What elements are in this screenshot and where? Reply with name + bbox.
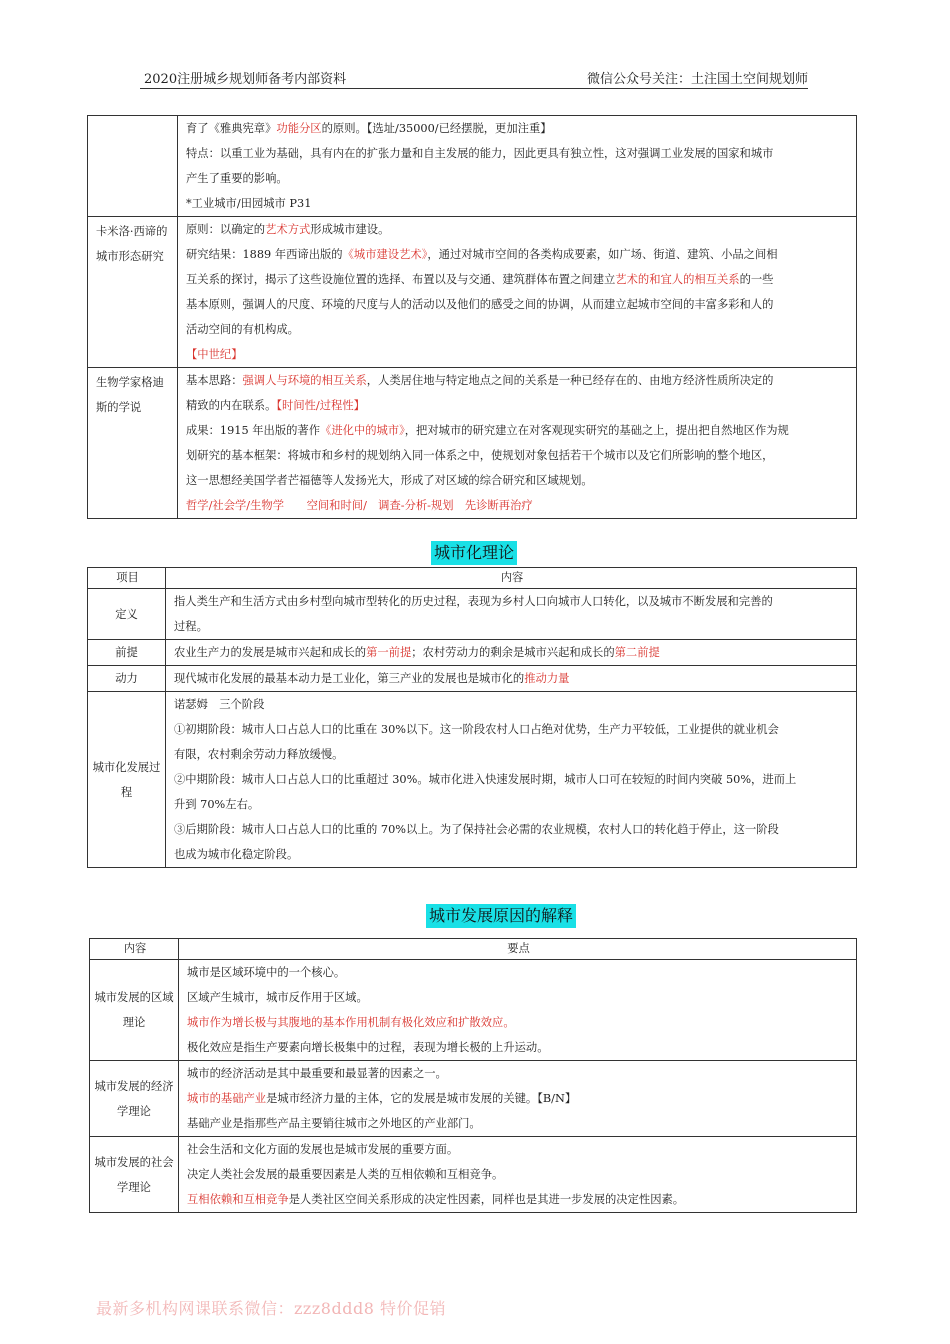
content-line <box>187 1035 850 1060</box>
table-row <box>90 1137 857 1213</box>
highlight-text: 【中世纪】 <box>186 348 243 361</box>
highlight-text: 艺术的和宜人的相互关系 <box>615 273 740 286</box>
table-row <box>90 960 857 1061</box>
content-line <box>186 242 850 267</box>
content-line <box>187 1010 850 1035</box>
content-line <box>174 717 850 742</box>
line-text: ①初期阶段：城市人口占总人口的比重在 30%以下。这一阶段农村人口占绝对优势，生产力平较低，工业提供的就业机会 <box>174 723 779 736</box>
content-line <box>174 692 850 717</box>
content-line <box>186 443 850 468</box>
line-text: 精致的内在联系。 <box>186 399 277 412</box>
content-line <box>186 317 850 342</box>
line-text: 有限，农村剩余劳动力释放缓慢。 <box>174 748 344 761</box>
line-text: 是人类社区空间关系形成的决定性因素，同样也是其进一步发展的决定性因素。 <box>288 1193 685 1206</box>
highlight-text: 第一前提 <box>366 646 412 659</box>
content-line <box>186 166 850 191</box>
highlight-text: 推动力量 <box>524 672 570 685</box>
line-text: 的原则。【选址/35000/已经摆脱，更加注重】 <box>321 122 552 135</box>
line-text: 形成城市建设。 <box>310 223 390 236</box>
line-text: 现代城市化发展的最基本动力是工业化，第三产业的发展也是城市化的 <box>174 672 525 685</box>
highlight-text: 第二前提 <box>614 646 660 659</box>
line-text: 育了《雅典宪章》 <box>186 122 277 135</box>
content-line <box>187 1111 850 1136</box>
line-text: ，把对城市的研究建立在对客观现实研究的基础之上，提出把自然地区作为规 <box>404 424 789 437</box>
row-content <box>178 368 857 519</box>
line-text: 社会生活和文化方面的发展也是城市发展的重要方面。 <box>187 1143 459 1156</box>
content-line <box>186 493 850 518</box>
table-row <box>88 368 857 519</box>
highlight-text: 城市作为增长极与其腹地的基本作用机制有极化效应和扩散效应。 <box>187 1016 515 1029</box>
row-label: 前提 <box>88 640 166 666</box>
content-line <box>187 960 850 985</box>
table-row <box>88 640 857 666</box>
content-line <box>174 614 850 639</box>
line-text: 升到 70%左右。 <box>174 798 260 811</box>
theory-table <box>87 115 857 519</box>
content-line <box>186 292 850 317</box>
line-text: ；农村劳动力的剩余是城市兴起和成长的 <box>411 646 615 659</box>
line-text: 过程。 <box>174 620 208 633</box>
line-text: 这一思想经美国学者芒福德等人发扬光大，形成了对区域的综合研究和区域规划。 <box>186 474 593 487</box>
header-title: 2020注册城乡规划师备考内部资料 <box>144 72 347 87</box>
row-content <box>166 666 857 692</box>
row-content <box>179 1137 857 1213</box>
content-line <box>186 116 850 141</box>
content-line <box>174 767 850 792</box>
content-line <box>174 640 850 665</box>
content-line <box>186 468 850 493</box>
highlight-text: 《进化中的城市》 <box>320 424 405 437</box>
content-line <box>186 393 850 418</box>
content-line <box>186 368 850 393</box>
line-text: 产生了重要的影响。 <box>186 172 288 185</box>
highlight-text: 艺术方式 <box>265 223 311 236</box>
row-label: 生物学家格迪斯的学说 <box>88 368 178 519</box>
line-text: 成果：1915 年出版的著作 <box>186 424 321 437</box>
content-line <box>187 1162 850 1187</box>
row-label: 动力 <box>88 666 166 692</box>
content-line <box>186 217 850 242</box>
line-text: ②中期阶段：城市人口占总人口的比重超过 30%。城市化进入快速发展时期，城市人口可在较短的时间内突破 50%，进而上 <box>174 773 797 786</box>
table-row <box>88 217 857 368</box>
content-line <box>174 589 850 614</box>
line-text: 诺瑟姆 三个阶段 <box>174 698 265 711</box>
line-text: *工业城市/田园城市 P31 <box>186 197 312 210</box>
line-text: 指人类生产和生活方式由乡村型向城市型转化的历史过程，表现为乡村人口向城市人口转化，以及城市不断发展和完善的 <box>174 595 773 608</box>
content-line <box>187 985 850 1010</box>
content-line <box>187 1187 850 1212</box>
line-text: 农业生产力的发展是城市兴起和成长的 <box>174 646 367 659</box>
line-text: ，人类居住地与特定地点之间的关系是一种已经存在的、由地方经济性质所决定的 <box>366 374 774 387</box>
row-content <box>178 116 857 217</box>
line-text: 活动空间的有机构成。 <box>186 323 299 336</box>
content-line <box>186 191 850 216</box>
table-row <box>88 589 857 640</box>
line-text: 城市的经济活动是其中最重要和最显著的因素之一。 <box>187 1067 447 1080</box>
content-line <box>174 792 850 817</box>
development-table <box>89 938 857 1213</box>
col-item-header: 项目 <box>88 568 166 589</box>
line-text: 区域产生城市，城市反作用于区域。 <box>187 991 368 1004</box>
content-line <box>174 842 850 867</box>
line-text: 互关系的探讨，揭示了这些设施位置的选择、布置以及与交通、建筑群体布置之间建立 <box>186 273 616 286</box>
line-text: 决定人类社会发展的最重要因素是人类的互相依赖和互相竞争。 <box>187 1168 504 1181</box>
line-text: 城市是区域环境中的一个核心。 <box>187 966 346 979</box>
row-label: 城市发展的经济学理论 <box>90 1061 179 1137</box>
highlight-text: 【时间性/过程性】 <box>276 399 365 412</box>
urbanization-table <box>87 567 857 868</box>
highlight-text: 功能分区 <box>276 122 322 135</box>
table-row <box>88 692 857 868</box>
row-content <box>166 589 857 640</box>
highlight-text: 互相依赖和互相竞争 <box>187 1193 289 1206</box>
row-content <box>166 640 857 666</box>
highlight-text: 哲学/社会学/生物学 空间和时间/ 调查-分析-规划 先诊断再治疗 <box>186 499 533 512</box>
urbanization-title: 城市化理论 <box>431 541 517 565</box>
col-points-header: 要点 <box>179 939 857 960</box>
row-label: 城市发展的区域理论 <box>90 960 179 1061</box>
row-label: 卡米洛·西谛的城市形态研究 <box>88 217 178 368</box>
content-line <box>186 267 850 292</box>
table-row <box>88 116 857 217</box>
page-header <box>140 66 808 89</box>
row-label: 城市发展的社会学理论 <box>90 1137 179 1213</box>
line-text: 原则：以确定的 <box>186 223 266 236</box>
content-line <box>186 141 850 166</box>
content-line <box>187 1086 850 1111</box>
table-row <box>90 1061 857 1137</box>
row-content <box>179 1061 857 1137</box>
content-line <box>186 342 850 367</box>
highlight-text: 《城市建设艺术》 <box>342 248 428 261</box>
line-text: 基本原则，强调人的尺度、环境的尺度与人的活动以及他们的感受之间的协调，从而建立起城市空间的丰富多彩和人的 <box>186 298 774 311</box>
footer-watermark: 最新多机构网课联系微信：zzz8ddd8 特价促销 <box>96 1299 446 1318</box>
row-label <box>88 116 178 217</box>
line-text: 是城市经济力量的主体，它的发展是城市发展的关键。【B/N】 <box>266 1092 577 1105</box>
highlight-text: 城市的基础产业 <box>187 1092 267 1105</box>
line-text: 也成为城市化稳定阶段。 <box>174 848 299 861</box>
table-row <box>88 666 857 692</box>
header-wechat: 微信公众号关注：土注国土空间规划师 <box>586 72 808 87</box>
development-title: 城市发展原因的解释 <box>426 904 576 928</box>
line-text: 研究结果：1889 年西谛出版的 <box>186 248 343 261</box>
content-line <box>187 1137 850 1162</box>
col-content-header-3: 内容 <box>90 939 179 960</box>
content-line <box>174 742 850 767</box>
row-content <box>178 217 857 368</box>
content-line <box>174 817 850 842</box>
line-text: 划研究的基本框架：将城市和乡村的规划纳入同一体系之中，使规划对象包括若干个城市以及它们所影响的整个地区， <box>186 449 774 462</box>
line-text: 特点：以重工业为基础，具有内在的扩张力量和自主发展的能力，因此更具有独立性，这对强调工业发展的国家和城市 <box>186 147 774 160</box>
content-line <box>187 1061 850 1086</box>
line-text: 极化效应是指生产要素向增长极集中的过程，表现为增长极的上升运动。 <box>187 1041 549 1054</box>
highlight-text: 强调人与环境的相互关系 <box>242 374 367 387</box>
content-line <box>186 418 850 443</box>
content-line <box>174 666 850 691</box>
line-text: 基本思路： <box>186 374 243 387</box>
line-text: 的一些 <box>739 273 774 286</box>
line-text: 基础产业是指那些产品主要销往城市之外地区的产业部门。 <box>187 1117 481 1130</box>
row-label: 定义 <box>88 589 166 640</box>
line-text: ，通过对城市空间的各类构成要素，如广场、街道、建筑、小品之间相 <box>427 248 778 261</box>
line-text: ③后期阶段：城市人口占总人口的比重的 70%以上。为了保持社会必需的农业规模，农村人口的转化趋于停止，这一阶段 <box>174 823 779 836</box>
row-content <box>166 692 857 868</box>
row-label: 城市化发展过程 <box>88 692 166 868</box>
col-content-header: 内容 <box>166 568 857 589</box>
row-content <box>179 960 857 1061</box>
